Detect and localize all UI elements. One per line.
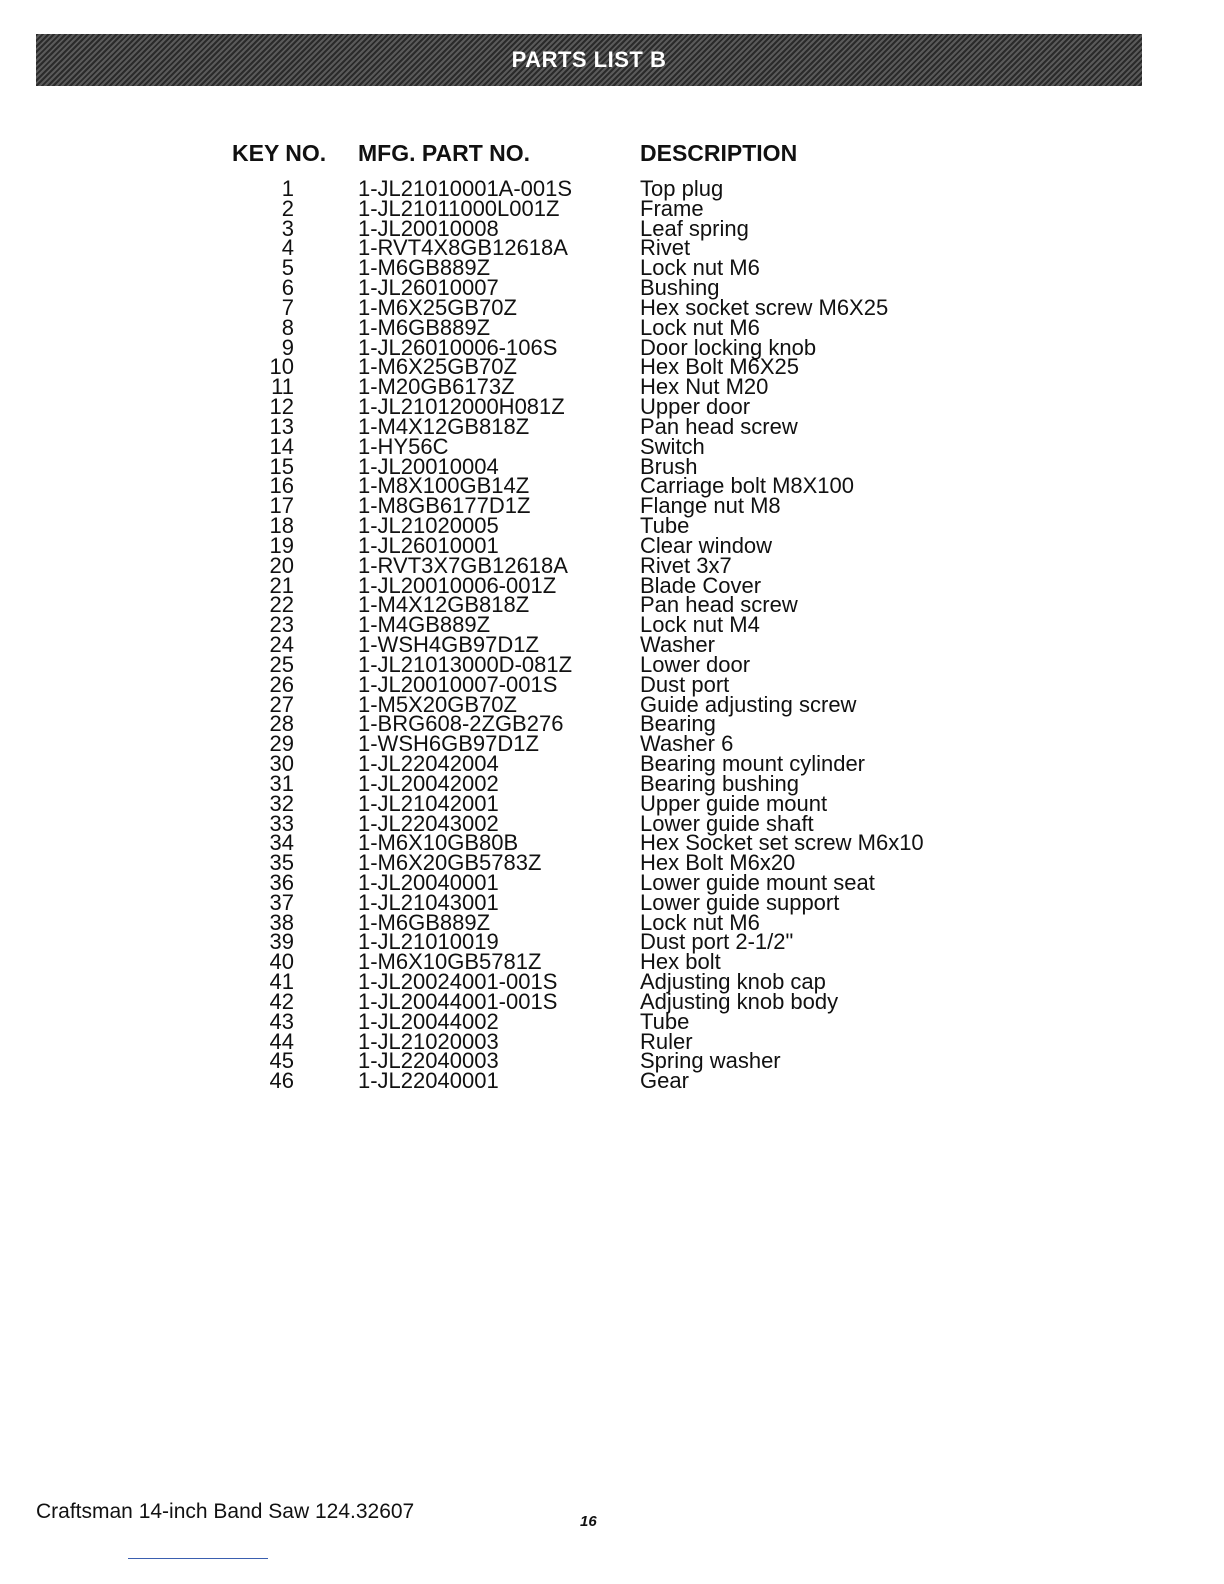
description-cell: Lower guide mount seat: [640, 869, 875, 895]
part-no-cell: 1-HY56C: [358, 433, 449, 459]
table-row: [0, 949, 1224, 975]
table-row: [0, 830, 1224, 856]
part-no-cell: 1-JL21010001A-001S: [358, 176, 573, 201]
description-cell: Hex bolt: [640, 949, 721, 975]
section-banner: [36, 34, 1142, 86]
key-no-cell: 38: [269, 909, 294, 935]
table-row: [0, 255, 1224, 281]
description-cell: Carriage bolt M8X100: [640, 473, 855, 499]
table-row: [0, 751, 1224, 777]
table-row: [0, 592, 1224, 618]
part-no-cell: 1-JL20010008: [358, 215, 499, 241]
description-cell: Pan head screw: [640, 413, 798, 439]
table-row: [0, 294, 1224, 320]
key-no-cell: 30: [269, 751, 294, 777]
description-cell: Lock nut M6: [640, 909, 760, 935]
part-no-cell: 1-WSH6GB97D1Z: [358, 731, 539, 757]
table-row: [0, 790, 1224, 816]
table-row: [0, 354, 1224, 380]
table-row: [0, 731, 1224, 757]
description-cell: Lower door: [640, 651, 751, 677]
table-row: [0, 513, 1224, 539]
part-no-cell: 1-JL20024001-001S: [358, 969, 558, 995]
key-no-cell: 14: [269, 433, 294, 459]
description-cell: Adjusting knob cap: [640, 969, 826, 995]
description-cell: Gear: [640, 1068, 689, 1094]
table-row: [0, 691, 1224, 717]
description-cell: Lower guide shaft: [640, 810, 814, 836]
key-no-cell: 1: [281, 176, 294, 201]
key-no-cell: 25: [269, 651, 294, 677]
table-row: [0, 552, 1224, 578]
key-no-cell: 22: [269, 592, 294, 618]
description-cell: Upper door: [640, 394, 751, 420]
table-row: [0, 711, 1224, 737]
part-no-cell: 1-RVT4X8GB12618A: [358, 235, 568, 261]
key-no-cell: 46: [269, 1068, 294, 1094]
key-no-cell: 9: [281, 334, 294, 360]
table-row: [0, 889, 1224, 915]
table-row: [0, 1008, 1224, 1034]
table-row: [0, 394, 1224, 420]
parts-table: [0, 176, 1224, 1094]
banner-title: PARTS LIST B: [511, 47, 667, 72]
key-no-cell: 31: [269, 770, 294, 796]
table-row: [0, 810, 1224, 836]
table-row: [0, 334, 1224, 360]
key-no-cell: 15: [269, 453, 294, 479]
key-no-cell: 13: [269, 413, 294, 439]
table-row: [0, 869, 1224, 895]
key-no-cell: 5: [281, 255, 294, 281]
part-no-cell: 1-M8GB6177D1Z: [358, 493, 531, 519]
part-no-cell: 1-M4X12GB818Z: [358, 413, 530, 439]
description-cell: Lower guide support: [640, 889, 840, 915]
part-no-cell: 1-JL20010004: [358, 453, 499, 479]
page-number: 16: [580, 1513, 597, 1530]
description-cell: Hex socket screw M6X25: [640, 294, 889, 320]
description-cell: Washer 6: [640, 731, 734, 757]
description-cell: Guide adjusting screw: [640, 691, 857, 717]
description-cell: Pan head screw: [640, 592, 798, 618]
part-no-cell: 1-JL20044001-001S: [358, 988, 558, 1014]
part-no-cell: 1-JL20044002: [358, 1008, 499, 1034]
column-header-description: DESCRIPTION: [640, 140, 798, 166]
key-no-cell: 28: [269, 711, 294, 737]
part-no-cell: 1-M20GB6173Z: [358, 374, 515, 400]
table-row: [0, 275, 1224, 301]
key-no-cell: 44: [269, 1028, 294, 1054]
table-row: [0, 651, 1224, 677]
table-row: [0, 235, 1224, 261]
description-cell: Blade Cover: [640, 572, 762, 598]
table-row: [0, 988, 1224, 1014]
part-no-cell: 1-JL21020005: [358, 513, 499, 539]
part-no-cell: 1-JL26010007: [358, 275, 499, 301]
part-no-cell: 1-JL20010006-001Z: [358, 572, 557, 598]
table-row: [0, 314, 1224, 340]
column-header-mfg-part-no: MFG. PART NO.: [358, 140, 531, 166]
key-no-cell: 27: [269, 691, 294, 717]
description-cell: Leaf spring: [640, 215, 749, 241]
key-no-cell: 18: [269, 513, 294, 539]
table-row: [0, 493, 1224, 519]
part-no-cell: 1-JL20042002: [358, 770, 499, 796]
part-no-cell: 1-JL21043001: [358, 889, 499, 915]
description-cell: Lock nut M6: [640, 314, 760, 340]
part-no-cell: 1-JL21012000H081Z: [358, 394, 565, 420]
key-no-cell: 37: [269, 889, 294, 915]
part-no-cell: 1-M4GB889Z: [358, 612, 491, 638]
description-cell: Dust port: [640, 671, 730, 697]
key-no-cell: 34: [269, 830, 294, 856]
description-cell: Switch: [640, 433, 705, 459]
key-no-cell: 3: [281, 215, 294, 241]
part-no-cell: 1-JL20040001: [358, 869, 499, 895]
key-no-cell: 26: [269, 671, 294, 697]
key-no-cell: 41: [269, 969, 294, 995]
description-cell: Ruler: [640, 1028, 693, 1054]
part-no-cell: 1-JL26010006-106S: [358, 334, 558, 360]
key-no-cell: 24: [269, 632, 294, 658]
table-row: [0, 770, 1224, 796]
part-no-cell: 1-M6GB889Z: [358, 314, 491, 340]
description-cell: Door locking knob: [640, 334, 817, 360]
part-no-cell: 1-M6X25GB70Z: [358, 354, 517, 380]
description-cell: Washer: [640, 632, 715, 658]
description-cell: Lock nut M4: [640, 612, 760, 638]
part-no-cell: 1-JL22043002: [358, 810, 499, 836]
part-no-cell: 1-RVT3X7GB12618A: [358, 552, 568, 578]
part-no-cell: 1-WSH4GB97D1Z: [358, 632, 539, 658]
description-cell: Hex Bolt M6x20: [640, 850, 796, 876]
description-cell: Adjusting knob body: [640, 988, 839, 1014]
description-cell: Lock nut M6: [640, 255, 760, 281]
key-no-cell: 2: [281, 195, 294, 221]
part-no-cell: 1-M6X25GB70Z: [358, 294, 517, 320]
description-cell: Spring washer: [640, 1048, 781, 1074]
table-row: [0, 532, 1224, 558]
key-no-cell: 16: [269, 473, 294, 499]
part-no-cell: 1-M4X12GB818Z: [358, 592, 530, 618]
table-row: [0, 1028, 1224, 1054]
key-no-cell: 11: [271, 374, 294, 400]
key-no-cell: 20: [269, 552, 294, 578]
key-no-cell: 42: [269, 988, 294, 1014]
description-cell: Bearing mount cylinder: [640, 751, 866, 777]
description-cell: Frame: [640, 195, 704, 221]
description-cell: Hex Nut M20: [640, 374, 769, 400]
key-no-cell: 4: [281, 235, 294, 261]
description-cell: Hex Bolt M6X25: [640, 354, 799, 380]
description-cell: Hex Socket set screw M6x10: [640, 830, 924, 856]
table-row: [0, 850, 1224, 876]
table-row: [0, 572, 1224, 598]
table-row: [0, 215, 1224, 241]
key-no-cell: 21: [269, 572, 294, 598]
table-row: [0, 632, 1224, 658]
table-row: [0, 671, 1224, 697]
part-no-cell: 1-JL22040003: [358, 1048, 499, 1074]
table-row: [0, 1068, 1224, 1094]
key-no-cell: 19: [269, 532, 294, 558]
key-no-cell: 8: [281, 314, 294, 340]
part-no-cell: 1-M5X20GB70Z: [358, 691, 517, 717]
part-no-cell: 1-JL21011000L001Z: [358, 195, 560, 221]
key-no-cell: 39: [269, 929, 294, 955]
description-cell: Top plug: [640, 176, 724, 201]
footer-title: Craftsman 14-inch Band Saw 124.32607: [36, 1500, 415, 1523]
description-cell: Upper guide mount: [640, 790, 828, 816]
table-row: [0, 413, 1224, 439]
column-header-key-no: KEY NO.: [232, 140, 327, 166]
table-row: [0, 374, 1224, 400]
description-cell: Clear window: [640, 532, 773, 558]
key-no-cell: 32: [269, 790, 294, 816]
part-no-cell: 1-BRG608-2ZGB276: [358, 711, 564, 737]
part-no-cell: 1-JL20010007-001S: [358, 671, 558, 697]
table-row: [0, 909, 1224, 935]
key-no-cell: 33: [269, 810, 294, 836]
part-no-cell: 1-JL21020003: [358, 1028, 499, 1054]
description-cell: Bearing bushing: [640, 770, 800, 796]
table-row: [0, 612, 1224, 638]
table-row: [0, 453, 1224, 479]
table-row: [0, 176, 1224, 201]
part-no-cell: 1-M6X10GB5781Z: [358, 949, 542, 975]
table-row: [0, 929, 1224, 955]
table-row: [0, 473, 1224, 499]
description-cell: Bearing: [640, 711, 716, 737]
table-row: [0, 195, 1224, 221]
part-no-cell: 1-JL21042001: [358, 790, 499, 816]
description-cell: Flange nut M8: [640, 493, 781, 519]
key-no-cell: 10: [269, 354, 294, 380]
key-no-cell: 6: [281, 275, 294, 301]
part-no-cell: 1-M6X10GB80B: [358, 830, 519, 856]
part-no-cell: 1-JL22042004: [358, 751, 499, 777]
table-row: [0, 969, 1224, 995]
description-cell: Tube: [640, 513, 690, 539]
description-cell: Rivet 3x7: [640, 552, 732, 578]
part-no-cell: 1-JL21013000D-081Z: [358, 651, 573, 677]
key-no-cell: 40: [269, 949, 294, 975]
table-row: [0, 1048, 1224, 1074]
key-no-cell: 12: [269, 394, 294, 420]
part-no-cell: 1-JL22040001: [358, 1068, 499, 1094]
key-no-cell: 35: [269, 850, 294, 876]
description-cell: Rivet: [640, 235, 691, 261]
description-cell: Dust port 2-1/2": [640, 929, 794, 955]
part-no-cell: 1-JL26010001: [358, 532, 499, 558]
key-no-cell: 36: [269, 869, 294, 895]
key-no-cell: 17: [269, 493, 294, 519]
part-no-cell: 1-M6GB889Z: [358, 255, 491, 281]
part-no-cell: 1-JL21010019: [358, 929, 499, 955]
description-cell: Tube: [640, 1008, 690, 1034]
description-cell: Bushing: [640, 275, 720, 301]
key-no-cell: 45: [269, 1048, 294, 1074]
key-no-cell: 23: [269, 612, 294, 638]
part-no-cell: 1-M8X100GB14Z: [358, 473, 530, 499]
key-no-cell: 29: [269, 731, 294, 757]
key-no-cell: 43: [269, 1008, 294, 1034]
key-no-cell: 7: [281, 294, 294, 320]
description-cell: Brush: [640, 453, 698, 479]
part-no-cell: 1-M6GB889Z: [358, 909, 491, 935]
table-row: [0, 433, 1224, 459]
footer-rule: [128, 1558, 268, 1559]
part-no-cell: 1-M6X20GB5783Z: [358, 850, 542, 876]
